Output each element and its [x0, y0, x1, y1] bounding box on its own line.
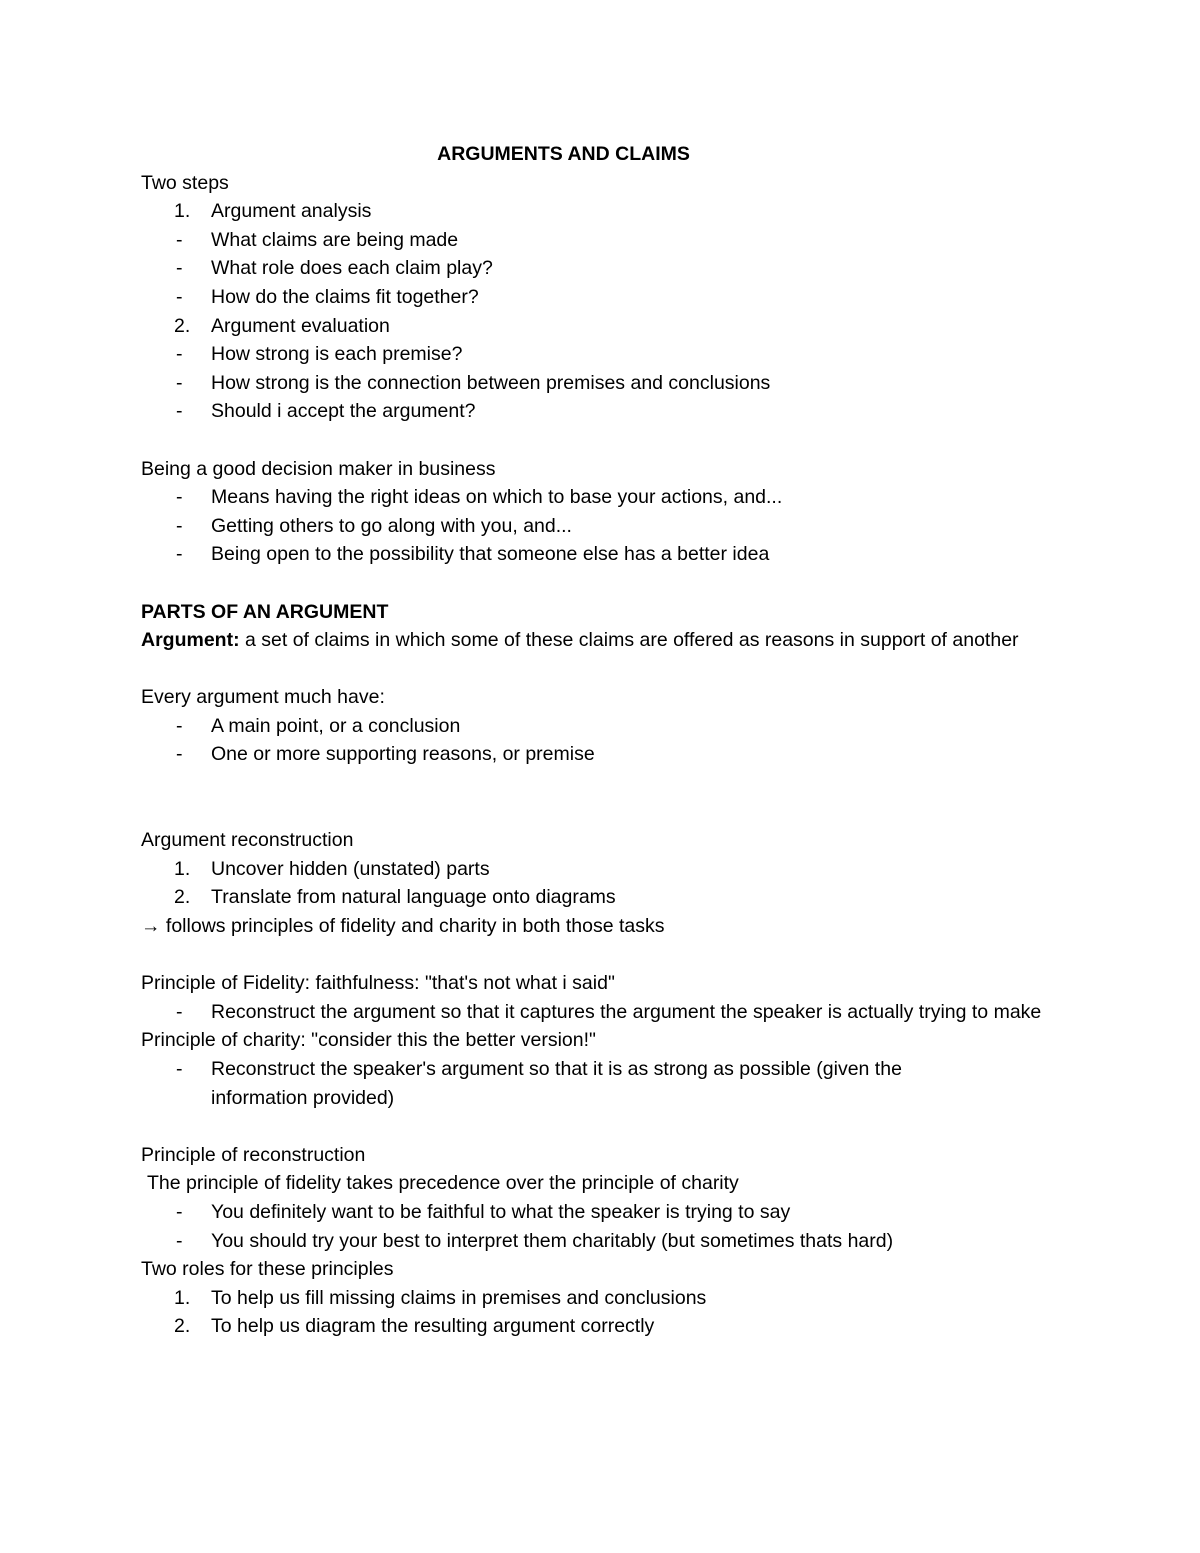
list-item-text: One or more supporting reasons, or premise: [211, 743, 595, 766]
bullet-item: [141, 1198, 1061, 1227]
dash-bullet: -: [176, 228, 183, 251]
definition-term: Argument:: [141, 629, 240, 652]
list-item-text: Reconstruct the speaker's argument so that it is as strong as possible (given the information provided): [211, 1058, 902, 1109]
list-item-text: Getting others to go along with you, and...: [211, 514, 572, 537]
bullet-item: [141, 712, 1061, 741]
blank-line: [141, 569, 1061, 598]
document-content: [141, 140, 1061, 1341]
list-item-text: Should i accept the argument?: [211, 400, 476, 423]
bullet-item: [141, 740, 1061, 769]
charity-heading: Principle of charity: "consider this the better version!": [141, 1029, 596, 1052]
bullet-item: [141, 1227, 1061, 1256]
bullet-item: [141, 512, 1061, 541]
bullet-item: [141, 483, 1061, 512]
argument-definition: [141, 626, 1046, 655]
list-number: 1.: [174, 857, 191, 880]
every-argument-heading: Every argument much have:: [141, 686, 385, 709]
bullet-item: [141, 1055, 1061, 1112]
list-item-text: Means having the right ideas on which to base your actions, and...: [211, 486, 783, 509]
principle-reconstruction-subheading: The principle of fidelity takes precedence over the principle of charity: [147, 1172, 739, 1195]
list-item-text: You should try your best to interpret them charitably (but sometimes thats hard): [211, 1229, 894, 1252]
dash-bullet: -: [176, 486, 183, 509]
list-item-text: You definitely want to be faithful to what the speaker is trying to say: [211, 1200, 791, 1223]
bullet-item: [141, 397, 1061, 426]
blank-line: [141, 655, 1061, 684]
list-item-text: Reconstruct the argument so that it captures the argument the speaker is actually trying to make: [211, 1000, 1042, 1023]
numbered-item: [141, 197, 1061, 226]
two-roles-heading: Two roles for these principles: [141, 1258, 394, 1281]
list-number: 2.: [174, 314, 191, 337]
dash-bullet: -: [176, 743, 183, 766]
dash-bullet: -: [176, 543, 183, 566]
list-number: 2.: [174, 1315, 191, 1338]
document-title: ARGUMENTS AND CLAIMS: [437, 143, 690, 165]
list-number: 1.: [174, 200, 191, 223]
dash-bullet: -: [176, 257, 183, 280]
list-item-text: What claims are being made: [211, 228, 459, 251]
numbered-item: [141, 883, 1061, 912]
definition-text: a set of claims in which some of these claims are offered as reasons in support of another: [239, 629, 1019, 652]
dash-bullet: -: [176, 514, 183, 537]
list-item-text: A main point, or a conclusion: [211, 714, 461, 737]
list-number: 2.: [174, 886, 191, 909]
dash-bullet: -: [176, 714, 183, 737]
bullet-item: [141, 226, 1061, 255]
dash-bullet: -: [176, 1000, 183, 1023]
list-item-text: Being open to the possibility that someone else has a better idea: [211, 543, 770, 566]
dash-bullet: -: [176, 1200, 183, 1223]
decision-maker-heading: Being a good decision maker in business: [141, 457, 496, 480]
numbered-item: [141, 312, 1061, 341]
bullet-item: [141, 540, 1061, 569]
list-item-text: How strong is the connection between premises and conclusions: [211, 371, 771, 394]
reconstruction-note: → follows principles of fidelity and charity in both those tasks: [141, 915, 665, 938]
blank-line: [141, 941, 1061, 970]
bullet-item: [141, 998, 1061, 1027]
list-item-text: To help us diagram the resulting argument correctly: [211, 1315, 655, 1338]
list-item-text: How do the claims fit together?: [211, 285, 479, 308]
list-item-text: Argument analysis: [211, 200, 372, 223]
fidelity-heading: Principle of Fidelity: faithfulness: "that's not what i said": [141, 972, 615, 995]
numbered-item: [141, 1284, 1061, 1313]
blank-line: [141, 769, 1061, 826]
dash-bullet: -: [176, 343, 183, 366]
two-steps-heading: Two steps: [141, 171, 229, 194]
principle-reconstruction-heading: Principle of reconstruction: [141, 1143, 366, 1166]
list-item-text: Uncover hidden (unstated) parts: [211, 857, 490, 880]
parts-heading: PARTS OF AN ARGUMENT: [141, 600, 389, 623]
dash-bullet: -: [176, 371, 183, 394]
list-item-text: To help us fill missing claims in premises and conclusions: [211, 1286, 707, 1309]
list-item-text: Translate from natural language onto diagrams: [211, 886, 616, 909]
blank-line: [141, 426, 1061, 455]
reconstruction-heading: Argument reconstruction: [141, 829, 354, 852]
bullet-item: [141, 340, 1061, 369]
numbered-item: [141, 1312, 1061, 1341]
list-item-text: What role does each claim play?: [211, 257, 493, 280]
bullet-item: [141, 283, 1061, 312]
bullet-item: [141, 254, 1061, 283]
dash-bullet: -: [176, 1229, 183, 1252]
numbered-item: [141, 855, 1061, 884]
dash-bullet: -: [176, 285, 183, 308]
bullet-item: [141, 369, 1061, 398]
dash-bullet: -: [176, 400, 183, 423]
dash-bullet: -: [176, 1058, 183, 1080]
list-item-text: How strong is each premise?: [211, 343, 463, 366]
list-item-text: Argument evaluation: [211, 314, 390, 337]
list-number: 1.: [174, 1286, 191, 1309]
blank-line: [141, 1112, 1061, 1141]
